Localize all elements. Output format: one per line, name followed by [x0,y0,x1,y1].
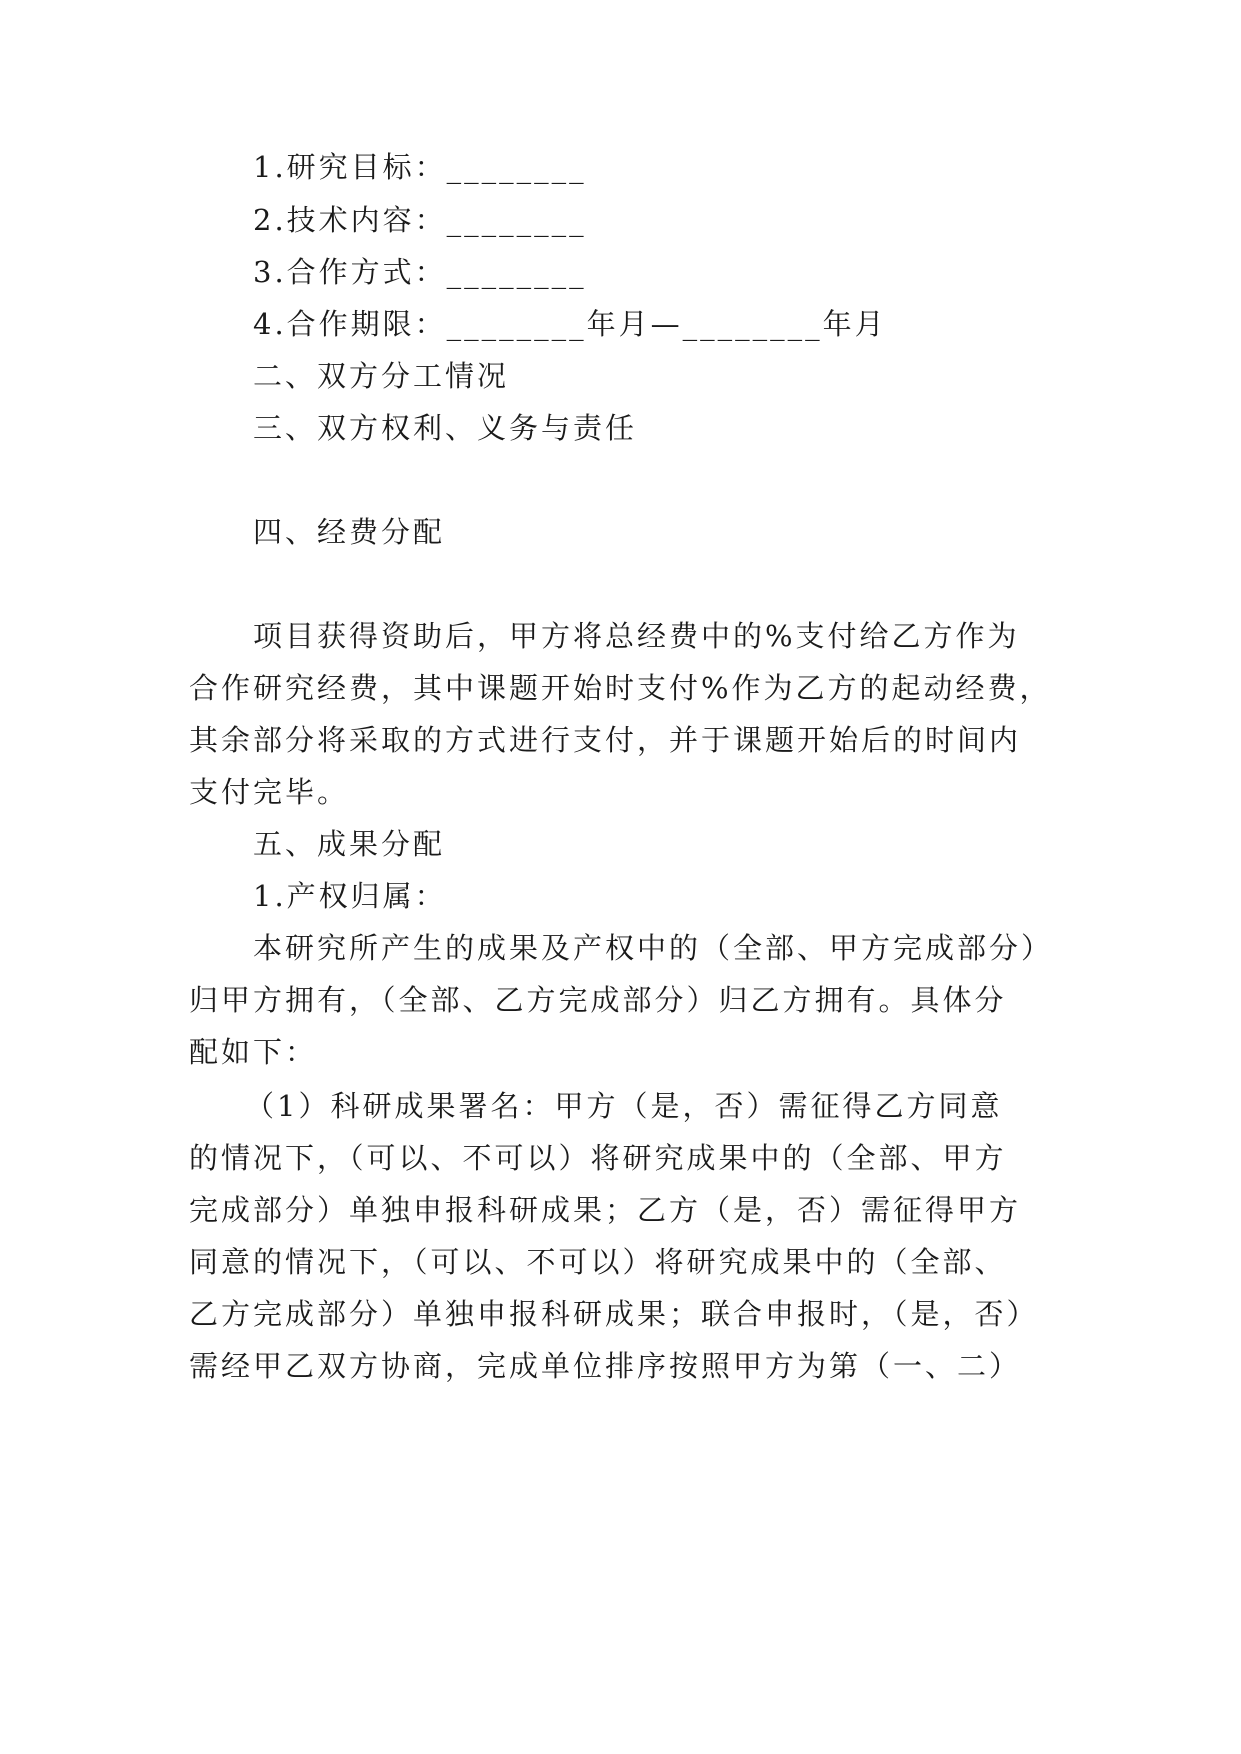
signature-line-2: 的情况下，（可以、不可以）将研究成果中的（全部、甲方 [189,1141,1007,1175]
funding-line-1: 项目获得资助后，甲方将总经费中的%支付给乙方作为 [253,619,1020,653]
item-cooperation-period: 4.合作期限：________年月—________年月 [253,307,887,341]
funding-line-3: 其余部分将采取的方式进行支付，并于课题开始后的时间内 [189,723,1022,757]
ownership-line-2: 归甲方拥有，（全部、乙方完成部分）归乙方拥有。具体分 [189,983,1007,1017]
ownership-line-3: 配如下： [189,1035,318,1069]
section-heading-rights: 三、双方权利、义务与责任 [253,411,638,445]
item-research-goal: 1.研究目标：________ [253,150,587,184]
funding-line-4: 支付完毕。 [189,775,350,809]
item-technical-content: 2.技术内容：________ [253,203,587,237]
signature-line-1: （1）科研成果署名：甲方（是，否）需征得乙方同意 [245,1089,1003,1123]
ownership-line-1: 本研究所产生的成果及产权中的（全部、甲方完成部分） [253,931,1054,965]
signature-line-6: 需经甲乙双方协商，完成单位排序按照甲方为第（一、二） [189,1349,1022,1383]
ownership-heading: 1.产权归属： [253,879,447,913]
funding-line-2: 合作研究经费，其中课题开始时支付%作为乙方的起动经费， [189,671,1052,705]
section-heading-results: 五、成果分配 [253,827,446,861]
section-heading-division: 二、双方分工情况 [253,359,510,393]
section-heading-funding: 四、经费分配 [253,515,446,549]
signature-line-4: 同意的情况下，（可以、不可以）将研究成果中的（全部、 [189,1245,1007,1279]
item-cooperation-method: 3.合作方式：________ [253,255,587,289]
signature-line-3: 完成部分）单独申报科研成果；乙方（是，否）需征得甲方 [189,1193,1022,1227]
signature-line-5: 乙方完成部分）单独申报科研成果；联合申报时，（是，否） [189,1297,1039,1331]
